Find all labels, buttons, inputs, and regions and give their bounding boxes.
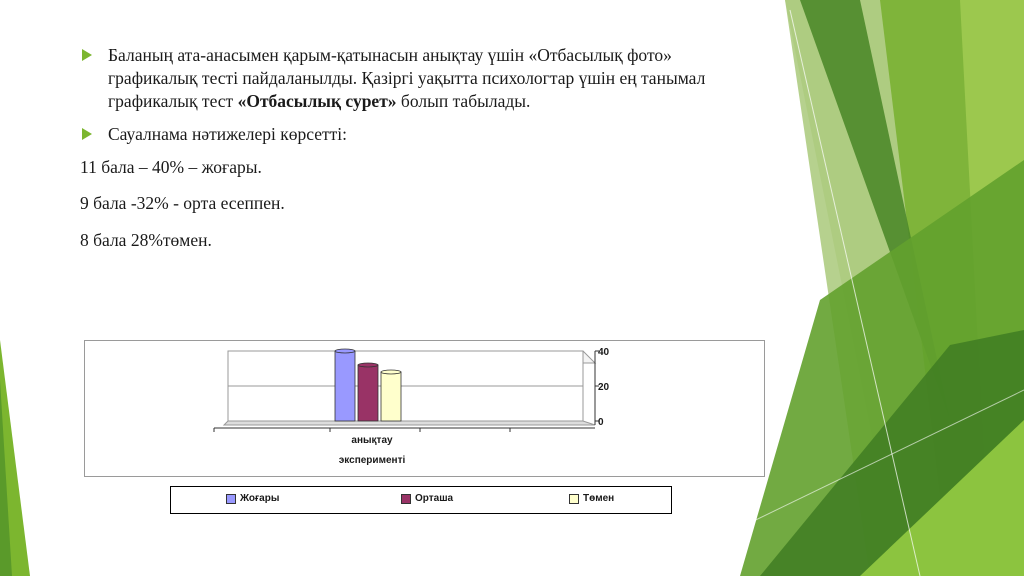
bar-top-Орташа (358, 363, 378, 367)
bar-Төмен (381, 372, 401, 421)
bar-top-Төмен (381, 370, 401, 374)
legend-swatch (226, 494, 236, 504)
legend-item (226, 493, 279, 504)
paragraph-2-text: Сауалнама нәтижелері көрсетті: (108, 124, 347, 145)
legend-label: Орташа (415, 493, 454, 504)
legend-label: Төмен (583, 493, 615, 504)
triangle-bullet-icon (82, 128, 92, 140)
y-tick-label: 40 (598, 347, 610, 358)
bar-Орташа (358, 365, 378, 421)
chart-legend (170, 486, 672, 514)
chart-frame (84, 340, 765, 477)
bullet-paragraph-2 (80, 123, 760, 146)
paragraph-1-tail: болып табылады. (396, 91, 531, 112)
triangle-bullet-icon (82, 49, 92, 61)
legend-item (401, 493, 453, 504)
paragraph-1-bold: «Отбасылық сурет» (237, 91, 397, 112)
legend-swatch (401, 494, 411, 504)
plot-floor (224, 421, 595, 425)
legend-label: Жоғары (240, 493, 280, 504)
result-line-1: 11 бала – 40% – жоғары. (80, 157, 262, 178)
bullet-paragraph-1 (80, 44, 760, 113)
bar-top-Жоғары (335, 349, 355, 353)
x-category-label: анықтау (351, 435, 393, 446)
result-line-3: 8 бала 28%төмен. (80, 229, 212, 250)
y-tick-label: 0 (598, 417, 604, 428)
bar-chart (85, 341, 766, 478)
x-category-label: эксперименті (338, 455, 406, 466)
legend-swatch (569, 494, 579, 504)
result-line-2: 9 бала -32% - орта есеппен. (80, 193, 285, 214)
legend-item (569, 493, 614, 504)
slide-text (80, 44, 760, 265)
y-tick-label: 20 (598, 382, 610, 393)
bar-Жоғары (335, 351, 355, 421)
paragraph-1-text: Баланың ата-анасымен қарым-қатынасын анықтау үшін «Отбасылық фото» графикалық тесті пайдаланылды. Қазіргі уақытта психологтар үшін ең танымал графикалық тест (108, 45, 706, 112)
